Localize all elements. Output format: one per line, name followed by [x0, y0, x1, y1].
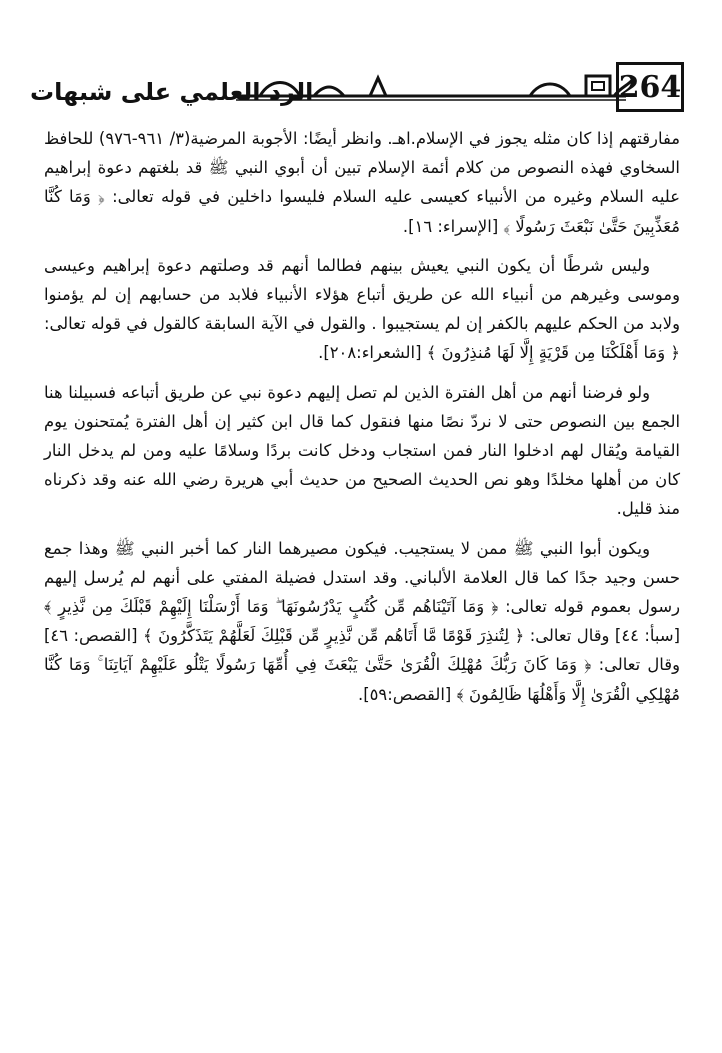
page-body [44, 124, 680, 719]
paragraph: ويكون أبوا النبي ﷺ ممن لا يستجيب. فيكون مصيرهما النار كما أخبر النبي ﷺ وهذا جمع حسن وجيد جدًا كما قال العلامة الألباني. وقد استدل فضيلة المفتي على أنهم لم يُرسل إليهم رسول بعموم قوله تعالى: ﴿ وَمَا آتَيْنَاهُم مِّن كُتُبٍ يَدْرُسُونَهَا ۖ وَمَا أَرْسَلْنَا إِلَيْهِمْ قَبْلَكَ مِن نَّذِيرٍ ﴾ [سبأ: ٤٤] وقال تعالى: ﴿ لِتُنذِرَ قَوْمًا مَّا أَتَاهُم مِّن نَّذِيرٍ مِّن قَبْلِكَ لَعَلَّهُمْ يَتَذَكَّرُونَ ﴾ [القصص: ٤٦] وقال تعالى: ﴿ وَمَا كَانَ رَبُّكَ مُهْلِكَ الْقُرَىٰ حَتَّىٰ يَبْعَثَ فِي أُمِّهَا رَسُولًا يَتْلُو عَلَيْهِمْ آيَاتِنَا ۚ وَمَا كُنَّا مُهْلِكِي الْقُرَىٰ إِلَّا وَأَهْلُهَا ظَالِمُونَ ﴾ [القصص:٥٩]. [44, 538, 680, 704]
running-title: الرد العلمي على شبهات [30, 78, 314, 106]
paragraph: مفارقتهم إذا كان مثله يجوز في الإسلام.اهـ. وانظر أيضًا: الأجوبة المرضية(٣/ ٩٦١-٩٧٦) للحافظ السخاوي فهذه النصوص من كلام أئمة الإسلام تبين أن أبوي النبي ﷺ قد بلغتهم دعوة إبراهيم عليه السلام وغيره من الأنبياء كعيسى عليه السلام فليسوا داخلين في قوله تعالى: ﴿ وَمَا كُنَّا مُعَذِّبِينَ حَتَّىٰ نَبْعَثَ رَسُولًا ﴾ [الإسراء: ١٦]. [44, 129, 681, 236]
paragraph: ولو فرضنا أنهم من أهل الفترة الذين لم تصل إليهم دعوة نبي عن طريق أتباعه فسبيلنا هنا الجمع بين النصوص حتى لا نردّ نصًا منها فنقول كما قال ابن كثير إن أهل الفترة يُمتحنون يوم القيامة ويُقال لهم ادخلوا النار فمن استجاب ودخل كانت بردًا وسلامًا عليه ومن لم يدخل النار كان من أهلها مخلدًا وهو نص الحديث الصحيح من حديث أبي هريرة رضي الله عنه وقد ذكرناه منذ قليل. [44, 382, 680, 519]
page-number: 264 [616, 62, 684, 112]
page-header [30, 58, 690, 116]
paragraph: وليس شرطًا أن يكون النبي يعيش بينهم فطالما أنهم قد وصلتهم دعوة إبراهيم وعيسى وموسى وغيرهم من أنبياء الله عن طريق أتباع هؤلاء الأنبياء فلابد من حسابهم إن لم يؤمنوا ولابد من الحكم عليهم بالكفر إن لم يستجيبوا . والقول في الآية السابقة كالقول في قوله تعالى: ﴿ وَمَا أَهْلَكْنَا مِن قَرْيَةٍ إِلَّا لَهَا مُنذِرُونَ ﴾ [الشعراء:٢٠٨]. [44, 255, 680, 363]
header-ornament [230, 66, 642, 108]
